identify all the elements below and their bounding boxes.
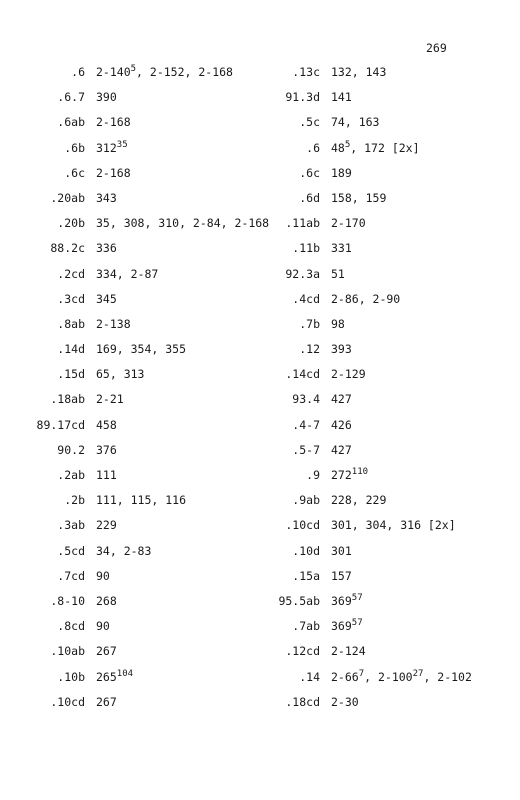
reference-text: 272 bbox=[331, 468, 352, 482]
index-entry-key: .6 bbox=[306, 140, 320, 155]
index-entry bbox=[23, 241, 273, 266]
index-entry-references bbox=[331, 141, 420, 155]
index-entry-references bbox=[96, 670, 133, 684]
index-entry-references bbox=[96, 191, 117, 205]
index-entry bbox=[258, 241, 508, 266]
index-entry bbox=[258, 191, 508, 216]
index-entry-key: .10cd bbox=[285, 518, 320, 533]
reference-text: 189 bbox=[331, 165, 352, 180]
index-entry bbox=[258, 418, 508, 443]
index-entry bbox=[23, 468, 273, 493]
reference-text: 393 bbox=[331, 342, 352, 357]
index-entry bbox=[258, 90, 508, 115]
footnote-superscript: 27 bbox=[412, 668, 424, 679]
index-entry-key: 95.5ab bbox=[278, 593, 320, 608]
index-entry-key: .5c bbox=[299, 115, 320, 130]
index-entry-key: .8ab bbox=[57, 316, 85, 331]
index-entry-references bbox=[96, 267, 158, 281]
footnote-superscript: 35 bbox=[116, 139, 128, 150]
index-entry-references bbox=[331, 90, 352, 104]
index-entry-references bbox=[331, 166, 352, 180]
index-entry bbox=[258, 544, 508, 569]
index-entry-key: .10cd bbox=[50, 694, 85, 709]
index-entry-key: .5cd bbox=[57, 543, 85, 558]
index-entry bbox=[23, 418, 273, 443]
index-entry bbox=[23, 619, 273, 644]
reference-text: 169, 354, 355 bbox=[96, 342, 187, 357]
index-entry-references bbox=[96, 518, 117, 532]
index-entry-key: .10d bbox=[292, 543, 320, 558]
index-entry-key: .14cd bbox=[285, 367, 320, 382]
index-entry-references bbox=[96, 493, 186, 507]
index-entry bbox=[258, 317, 508, 342]
reference-text: 345 bbox=[96, 291, 117, 306]
index-entry-references bbox=[96, 115, 131, 129]
reference-text: 427 bbox=[331, 442, 352, 457]
index-entry bbox=[258, 342, 508, 367]
index-entry-key: .7ab bbox=[292, 619, 320, 634]
index-entry-key: .10ab bbox=[50, 644, 85, 659]
reference-text: 132, 143 bbox=[331, 65, 387, 79]
reference-text: 2-129 bbox=[331, 367, 366, 382]
index-entry-references bbox=[96, 241, 117, 255]
index-entry bbox=[258, 594, 508, 619]
index-entry-key: .8-10 bbox=[50, 593, 85, 608]
index-entry-key: 89.17cd bbox=[36, 417, 85, 432]
index-entry-references bbox=[331, 241, 352, 255]
reference-text: 458 bbox=[96, 417, 117, 432]
index-entry-references bbox=[96, 619, 110, 633]
index-entry-key: 93.4 bbox=[292, 392, 320, 407]
reference-text: 265 bbox=[96, 669, 117, 684]
index-entry bbox=[23, 342, 273, 367]
index-entry-key: .20b bbox=[57, 216, 85, 231]
index-entry-key: .6.7 bbox=[57, 90, 85, 105]
index-entry-references bbox=[331, 418, 352, 432]
footnote-superscript: 104 bbox=[116, 668, 134, 679]
index-entry bbox=[23, 569, 273, 594]
index-entry-key: .6b bbox=[64, 140, 85, 155]
index-entry bbox=[23, 518, 273, 543]
index-column-left bbox=[23, 65, 273, 720]
index-entry-references bbox=[96, 392, 124, 406]
reference-text: 312 bbox=[96, 140, 117, 155]
reference-text: 90 bbox=[96, 619, 110, 634]
index-entry-references bbox=[331, 493, 386, 507]
reference-text: 98 bbox=[331, 316, 345, 331]
index-entry-references bbox=[96, 443, 117, 457]
index-entry-key: .9ab bbox=[292, 493, 320, 508]
reference-text: 48 bbox=[331, 140, 345, 155]
reference-text: 268 bbox=[96, 593, 117, 608]
reference-text: 301 bbox=[331, 543, 352, 558]
index-entry-references bbox=[96, 367, 144, 381]
index-entry-references bbox=[96, 544, 151, 558]
index-entry bbox=[258, 468, 508, 493]
reference-text: 2-30 bbox=[331, 694, 359, 709]
index-entry-key: .11b bbox=[292, 241, 320, 256]
index-entry-references bbox=[331, 292, 400, 306]
index-entry-key: .3ab bbox=[57, 518, 85, 533]
reference-text: 2-138 bbox=[96, 316, 131, 331]
reference-text: 2-86, 2-90 bbox=[331, 291, 401, 306]
index-entry bbox=[23, 644, 273, 669]
reference-text: 229 bbox=[96, 518, 117, 533]
reference-text: 331 bbox=[331, 241, 352, 256]
index-entry-references bbox=[331, 544, 352, 558]
footnote-superscript: 5 bbox=[344, 139, 351, 150]
index-entry-key: .3cd bbox=[57, 291, 85, 306]
index-entry-references bbox=[96, 342, 186, 356]
index-entry-references bbox=[96, 418, 117, 432]
index-entry-references bbox=[96, 468, 117, 482]
index-entry bbox=[258, 619, 508, 644]
index-entry-key: .2b bbox=[64, 493, 85, 508]
index-entry-key: .18cd bbox=[285, 694, 320, 709]
index-entry-key: .8cd bbox=[57, 619, 85, 634]
index-entry bbox=[23, 544, 273, 569]
index-entry bbox=[258, 367, 508, 392]
index-entry bbox=[258, 141, 508, 166]
reference-text: 34, 2-83 bbox=[96, 543, 152, 558]
reference-text: 267 bbox=[96, 644, 117, 659]
index-entry-key: 92.3a bbox=[285, 266, 320, 281]
index-entry-references bbox=[96, 695, 117, 709]
index-entry-references bbox=[331, 670, 472, 684]
index-entry-key: .6ab bbox=[57, 115, 85, 130]
reference-text: 228, 229 bbox=[331, 493, 387, 508]
index-entry-references bbox=[331, 443, 352, 457]
reference-text: 111, 115, 116 bbox=[96, 493, 187, 508]
reference-text: 376 bbox=[96, 442, 117, 457]
index-entry bbox=[258, 670, 508, 695]
index-entry-references bbox=[331, 342, 352, 356]
index-entry-references bbox=[96, 594, 117, 608]
index-entry bbox=[23, 141, 273, 166]
index-entry-key: .11ab bbox=[285, 216, 320, 231]
index-entry-key: .5-7 bbox=[292, 442, 320, 457]
index-entry-key: .2cd bbox=[57, 266, 85, 281]
reference-text: 2-168 bbox=[96, 115, 131, 130]
index-entry-key: .2ab bbox=[57, 468, 85, 482]
index-entry-references bbox=[96, 216, 269, 230]
reference-text: 158, 159 bbox=[331, 190, 387, 205]
reference-text: 2-21 bbox=[96, 392, 124, 407]
index-entry bbox=[23, 292, 273, 317]
index-entry-references bbox=[96, 317, 131, 331]
index-entry-key: .6c bbox=[64, 165, 85, 180]
index-entry bbox=[23, 65, 273, 90]
index-column-right bbox=[258, 65, 508, 720]
index-entry bbox=[23, 166, 273, 191]
index-entry-key: .14 bbox=[299, 669, 320, 684]
index-entry bbox=[23, 317, 273, 342]
index-entry bbox=[23, 392, 273, 417]
index-entry bbox=[258, 644, 508, 669]
index-entry bbox=[23, 594, 273, 619]
index-entry-key: .4-7 bbox=[292, 417, 320, 432]
index-entry bbox=[258, 695, 508, 720]
index-entry bbox=[258, 166, 508, 191]
reference-text: , 2-102 bbox=[423, 669, 472, 684]
index-entry bbox=[23, 115, 273, 140]
index-entry-references bbox=[331, 191, 386, 205]
index-entry bbox=[23, 90, 273, 115]
index-entry-key: .7b bbox=[299, 316, 320, 331]
index-entry-references bbox=[331, 317, 345, 331]
index-entry bbox=[258, 267, 508, 292]
index-entry-references bbox=[331, 644, 366, 658]
reference-text: 74, 163 bbox=[331, 115, 380, 130]
index-entry bbox=[23, 267, 273, 292]
index-entry-key: .15a bbox=[292, 568, 320, 583]
index-entry-key: .6d bbox=[299, 190, 320, 205]
index-entry bbox=[258, 569, 508, 594]
footnote-superscript: 57 bbox=[351, 618, 363, 629]
index-entry-references bbox=[331, 392, 352, 406]
index-entry-key: .20ab bbox=[50, 190, 85, 205]
index-entry-key: .18ab bbox=[50, 392, 85, 407]
index-entry-key: .6 bbox=[71, 65, 85, 79]
index-entry-key: .6c bbox=[299, 165, 320, 180]
index-entry-key: .10b bbox=[57, 669, 85, 684]
reference-text: 2-140 bbox=[96, 65, 131, 79]
index-entry bbox=[23, 191, 273, 216]
index-entry-references bbox=[331, 216, 366, 230]
footnote-superscript: 110 bbox=[351, 467, 369, 477]
index-entry-references bbox=[96, 292, 117, 306]
index-entry bbox=[258, 292, 508, 317]
index-entry bbox=[258, 65, 508, 90]
index-entry-references bbox=[96, 141, 128, 155]
index-entry bbox=[258, 518, 508, 543]
index-entry bbox=[23, 670, 273, 695]
index-entry bbox=[23, 443, 273, 468]
index-entry-references bbox=[331, 569, 352, 583]
index-entry bbox=[23, 216, 273, 241]
footnote-superscript: 57 bbox=[351, 592, 363, 603]
reference-text: 426 bbox=[331, 417, 352, 432]
reference-text: 390 bbox=[96, 90, 117, 105]
index-entry-references bbox=[96, 644, 117, 658]
index-entry-references bbox=[331, 594, 363, 608]
reference-text: 336 bbox=[96, 241, 117, 256]
reference-text: 2-170 bbox=[331, 216, 366, 231]
index-entry-references bbox=[331, 619, 363, 633]
index-entry-references bbox=[331, 695, 359, 709]
index-entry bbox=[258, 392, 508, 417]
footnote-superscript: 5 bbox=[130, 64, 137, 74]
index-entry-key: .15d bbox=[57, 367, 85, 382]
reference-text: , 2-100 bbox=[364, 669, 413, 684]
index-entry-key: .7cd bbox=[57, 568, 85, 583]
reference-text: 90 bbox=[96, 568, 110, 583]
index-entry-key: .12 bbox=[299, 342, 320, 357]
index-entry-references bbox=[96, 65, 233, 79]
reference-text: 301, 304, 316 [2x] bbox=[331, 518, 456, 533]
index-entry-key: .4cd bbox=[292, 291, 320, 306]
index-entry-key: .12cd bbox=[285, 644, 320, 659]
index-entry-key: .9 bbox=[306, 468, 320, 482]
index-entry-key: .13c bbox=[292, 65, 320, 79]
index-entry bbox=[23, 367, 273, 392]
reference-text: 2-124 bbox=[331, 644, 366, 659]
reference-text: 343 bbox=[96, 190, 117, 205]
reference-text: , 2-152, 2-168 bbox=[136, 65, 233, 79]
index-entry-references bbox=[96, 90, 117, 104]
index-entry-key: 91.3d bbox=[285, 90, 320, 105]
index-entry-references bbox=[331, 518, 456, 532]
footnote-superscript: 7 bbox=[358, 668, 365, 679]
index-entry bbox=[258, 493, 508, 518]
index-entry-key: .14d bbox=[57, 342, 85, 357]
index-entry-references bbox=[96, 569, 110, 583]
index-entry bbox=[258, 216, 508, 241]
index-entry bbox=[258, 115, 508, 140]
reference-text: 111 bbox=[96, 468, 117, 482]
reference-text: 369 bbox=[331, 619, 352, 634]
index-entry-references bbox=[331, 115, 379, 129]
reference-text: 427 bbox=[331, 392, 352, 407]
reference-text: 2-66 bbox=[331, 669, 359, 684]
index-entry bbox=[258, 443, 508, 468]
reference-text: , 172 [2x] bbox=[350, 140, 420, 155]
reference-text: 51 bbox=[331, 266, 345, 281]
index-entry bbox=[23, 695, 273, 720]
reference-text: 334, 2-87 bbox=[96, 266, 159, 281]
index-entry-references bbox=[331, 65, 386, 79]
reference-text: 35, 308, 310, 2-84, 2-168 bbox=[96, 216, 270, 231]
reference-text: 2-168 bbox=[96, 165, 131, 180]
reference-text: 267 bbox=[96, 694, 117, 709]
index-entry-key: 88.2c bbox=[50, 241, 85, 256]
reference-text: 369 bbox=[331, 593, 352, 608]
index-entry-references bbox=[331, 267, 345, 281]
reference-text: 157 bbox=[331, 568, 352, 583]
index-entry-references bbox=[331, 367, 366, 381]
reference-text: 141 bbox=[331, 90, 352, 105]
index-entry-key: 90.2 bbox=[57, 442, 85, 457]
reference-text: 65, 313 bbox=[96, 367, 145, 382]
page-number: 269 bbox=[426, 41, 447, 55]
index-entry bbox=[23, 493, 273, 518]
index-entry-references bbox=[96, 166, 131, 180]
index-entry-references bbox=[331, 468, 368, 482]
